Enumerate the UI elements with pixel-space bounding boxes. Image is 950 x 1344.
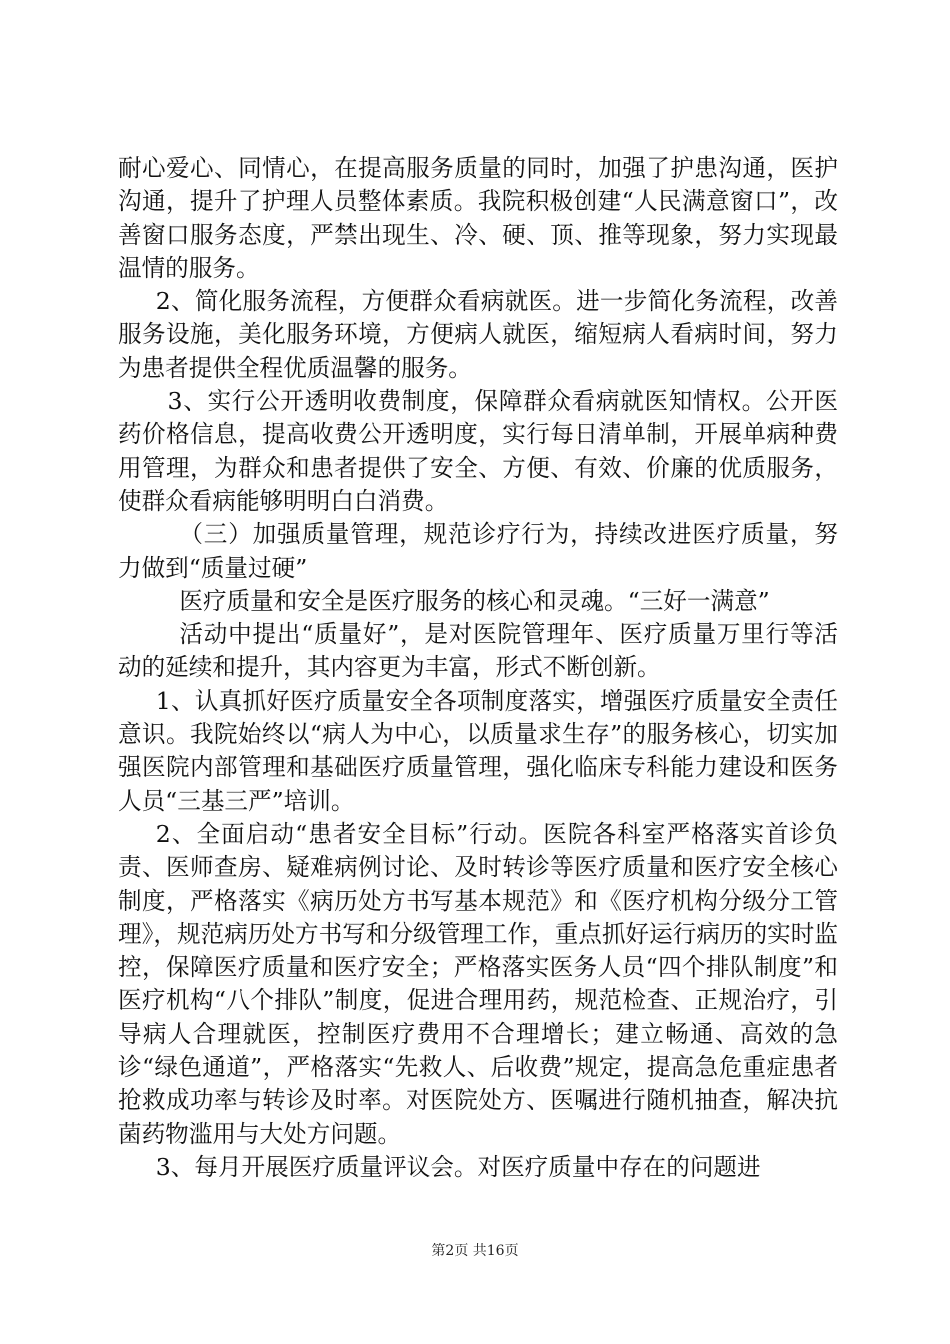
paragraph-quality-intro: 医疗质量和安全是医疗服务的核心和灵魂。“三好一满意”	[179, 586, 770, 615]
paragraph-quality-item-2: 2、全面启动“患者安全目标”行动。医院各科室严格落实首诊负责、医师查房、疑难病例讨论、及时转诊等医疗质量和医疗安全核心制度，严格落实《病历处方书写基本规范》和《医疗机构分级分工管理》，规范病历处方书写和分级管理工作，重点抓好运行病历的实时监控，保障医疗质量和医疗安全；严格落实医务人员“四个排队制度”和医疗机构“八个排队”制度，促进合理用药，规范检查、正规治疗，引导病人合理就医，控制医疗费用不合理增长；建立畅通、高效的急诊“绿色通道”，严格落实“先救人、后收费”规定，提高急危重症患者抢救成功率与转诊及时率。对医院处方、医嘱进行随机抽查，解决抗菌药物滥用与大处方问题。	[118, 819, 838, 1148]
paragraph-quality-item-3: 3、每月开展医疗质量评议会。对医疗质量中存在的问题进	[155, 1152, 761, 1181]
page-footer: 第2页 共16页	[431, 1243, 519, 1259]
paragraph-item-2: 2、简化服务流程，方便群众看病就医。进一步简化务流程，改善服务设施，美化服务环境，方便病人就医，缩短病人看病时间，努力为患者提供全程优质温馨的服务。	[118, 287, 838, 382]
paragraph-quality-item-1: 1、认真抓好医疗质量安全各项制度落实，增强医疗质量安全责任意识。我院始终以“病人为中心，以质量求生存”的服务核心，切实加强医院内部管理和基础医疗质量管理，强化临床专科能力建设和医务人员“三基三严”培训。	[118, 686, 838, 815]
paragraph-quality-activity: 活动中提出“质量好”，是对医院管理年、医疗质量万里行等活动的延续和提升，其内容更为丰富，形式不断创新。	[118, 620, 838, 682]
section-heading-3: （三）加强质量管理，规范诊疗行为，持续改进医疗质量，努力做到“质量过硬”	[118, 520, 838, 582]
body-text	[118, 152, 838, 1184]
paragraph-continuation: 耐心爱心、同情心，在提高服务质量的同时，加强了护患沟通，医护沟通，提升了护理人员整体素质。我院积极创建“人民满意窗口”，改善窗口服务态度，严禁出现生、冷、硬、顶、推等现象，努力实现最温情的服务。	[118, 154, 838, 282]
paragraph-item-3: 3、实行公开透明收费制度，保障群众看病就医知情权。公开医药价格信息，提高收费公开透明度，实行每日清单制，开展单病种费用管理，为群众和患者提供了安全、方便、有效、价廉的优质服务，使群众看病能够明明白白消费。	[118, 387, 838, 515]
